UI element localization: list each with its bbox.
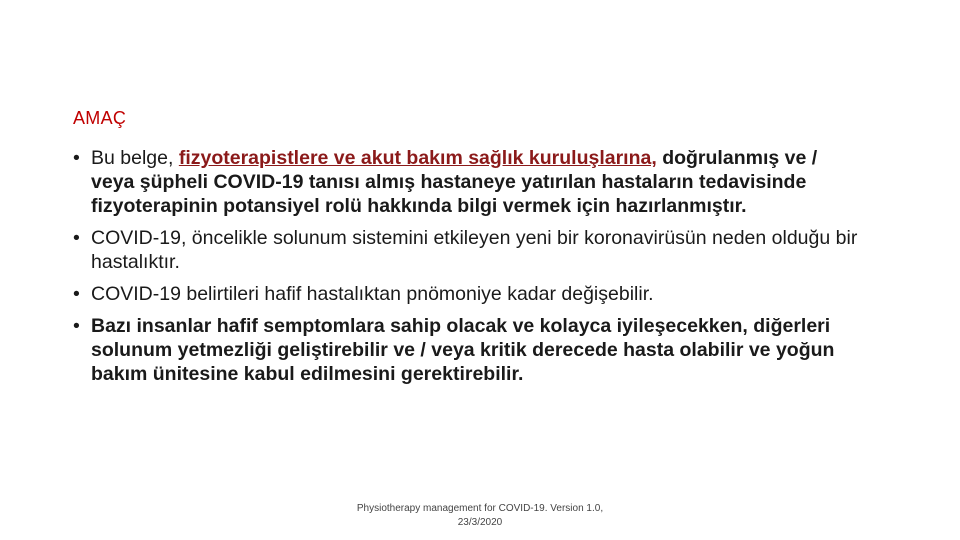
highlighted-link-text[interactable]: fizyoterapistlere ve akut bakım sağlık kuruluşlarına, <box>178 147 657 169</box>
slide-footer <box>330 502 630 530</box>
bullet-dot: • <box>73 147 80 169</box>
bullet-item <box>73 314 863 386</box>
bullet-item <box>73 282 863 306</box>
bullet-item <box>73 146 863 218</box>
bullet-dot: • <box>73 227 80 249</box>
bullet-text: Bazı insanlar hafif semptomlara sahip olacak ve kolayca iyileşecekken, diğerleri solunum yetmezliği geliştirebilir ve / veya kritik derecede hasta olabilir ve yoğun bakım ünitesine kabul edilmesini gerektirebilir. <box>91 315 835 385</box>
bullet-item <box>73 226 863 274</box>
bullet-prefix: Bu belge, <box>91 147 179 169</box>
bullet-text: doğrulanmış ve / veya şüpheli COVID-19 tanısı almış hastaneye yatırılan hastaların tedavisinde fizyoterapinin potansiyel rolü hakkında bilgi vermek için hazırlanmıştır. <box>91 147 818 217</box>
bullet-text: COVID-19, öncelikle solunum sistemini etkileyen yeni bir koronavirüsün neden olduğu bir hastalıktır. <box>91 227 858 273</box>
bullet-dot: • <box>73 315 80 337</box>
bullet-list <box>73 146 863 394</box>
slide-title: AMAÇ <box>73 108 127 128</box>
footer-line-2: 23/3/2020 <box>457 517 503 528</box>
bullet-text: COVID-19 belirtileri hafif hastalıktan pnömoniye kadar değişebilir. <box>91 283 654 305</box>
bullet-dot: • <box>73 283 80 305</box>
footer-line-1: Physiotherapy management for COVID-19. Version 1.0, <box>356 503 604 514</box>
